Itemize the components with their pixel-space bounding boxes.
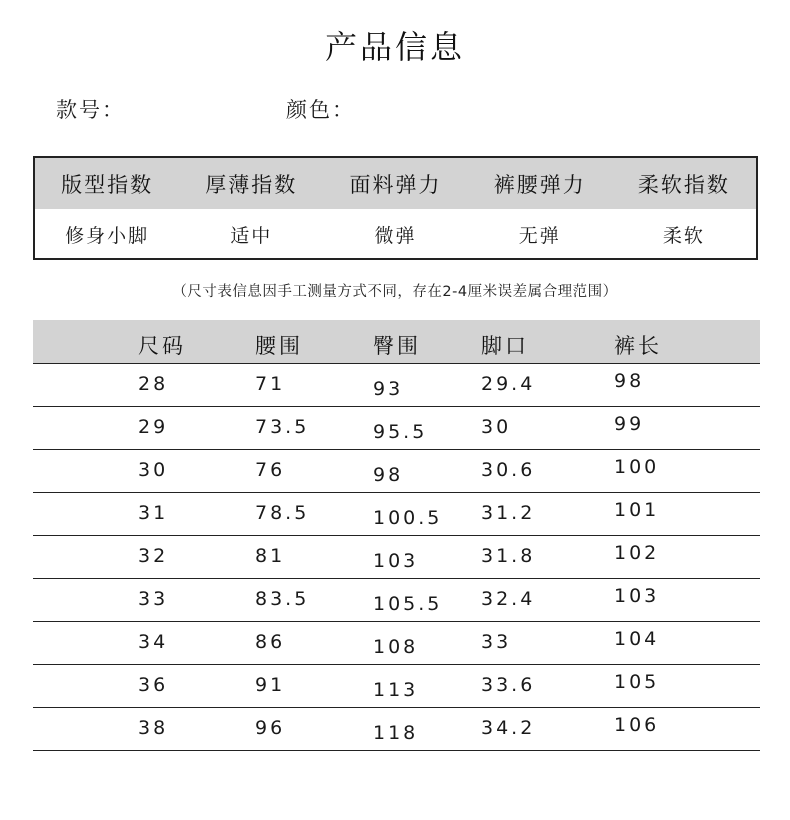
size-header-size: 尺码 bbox=[138, 334, 186, 358]
size-table-body bbox=[33, 363, 760, 751]
table-row bbox=[33, 363, 760, 406]
cell-length: 100 bbox=[614, 456, 660, 478]
measurement-note: （尺寸表信息因手工测量方式不同，存在2-4厘米误差属合理范围） bbox=[172, 284, 618, 300]
size-header-hem: 脚口 bbox=[481, 334, 529, 358]
cell-size: 28 bbox=[138, 373, 169, 395]
cell-length: 106 bbox=[614, 714, 660, 736]
cell-hem: 33.6 bbox=[481, 674, 536, 696]
cell-size: 32 bbox=[138, 545, 169, 567]
table-row bbox=[33, 535, 760, 578]
table-row bbox=[33, 406, 760, 449]
cell-hip: 113 bbox=[373, 679, 419, 701]
cell-waist: 86 bbox=[255, 631, 286, 653]
index-table-header bbox=[35, 158, 756, 209]
cell-size: 38 bbox=[138, 717, 169, 739]
color-label: 颜色： bbox=[286, 98, 355, 122]
size-header-hip: 臀围 bbox=[373, 334, 421, 358]
cell-hem: 30.6 bbox=[481, 459, 536, 481]
cell-waist: 73.5 bbox=[255, 416, 310, 438]
cell-hem: 32.4 bbox=[481, 588, 536, 610]
index-value-softness: 柔软 bbox=[662, 225, 705, 247]
cell-length: 103 bbox=[614, 585, 660, 607]
size-header-length: 裤长 bbox=[614, 334, 662, 358]
index-value-fit: 修身小脚 bbox=[65, 225, 150, 247]
cell-waist: 91 bbox=[255, 674, 286, 696]
cell-waist: 71 bbox=[255, 373, 286, 395]
product-index-table bbox=[33, 156, 758, 260]
size-table-header bbox=[33, 320, 760, 363]
index-table-values bbox=[35, 209, 756, 260]
index-header-thickness: 厚薄指数 bbox=[205, 172, 298, 197]
cell-waist: 81 bbox=[255, 545, 286, 567]
cell-hip: 95.5 bbox=[373, 421, 428, 443]
cell-hip: 103 bbox=[373, 550, 419, 572]
cell-hem: 29.4 bbox=[481, 373, 536, 395]
cell-size: 33 bbox=[138, 588, 169, 610]
cell-size: 30 bbox=[138, 459, 169, 481]
table-row bbox=[33, 492, 760, 535]
cell-hip: 108 bbox=[373, 636, 419, 658]
cell-waist: 83.5 bbox=[255, 588, 310, 610]
cell-hip: 100.5 bbox=[373, 507, 443, 529]
cell-hip: 93 bbox=[373, 378, 404, 400]
style-number-label: 款号： bbox=[56, 98, 125, 122]
table-row bbox=[33, 707, 760, 751]
cell-length: 99 bbox=[614, 413, 645, 435]
page-title: 产品信息 bbox=[324, 28, 465, 66]
index-header-waist-stretch: 裤腰弹力 bbox=[493, 172, 586, 197]
index-value-thickness: 适中 bbox=[230, 225, 273, 247]
cell-hip: 105.5 bbox=[373, 593, 443, 615]
cell-hem: 34.2 bbox=[481, 717, 536, 739]
index-header-softness: 柔软指数 bbox=[637, 172, 730, 197]
cell-hem: 31.2 bbox=[481, 502, 536, 524]
cell-size: 31 bbox=[138, 502, 169, 524]
cell-size: 34 bbox=[138, 631, 169, 653]
table-row bbox=[33, 449, 760, 492]
cell-length: 98 bbox=[614, 370, 645, 392]
cell-hem: 30 bbox=[481, 416, 512, 438]
cell-length: 102 bbox=[614, 542, 660, 564]
cell-hip: 98 bbox=[373, 464, 404, 486]
size-header-waist: 腰围 bbox=[255, 334, 303, 358]
cell-length: 104 bbox=[614, 628, 660, 650]
cell-length: 105 bbox=[614, 671, 660, 693]
cell-waist: 96 bbox=[255, 717, 286, 739]
cell-hip: 118 bbox=[373, 722, 419, 744]
cell-hem: 33 bbox=[481, 631, 512, 653]
table-row bbox=[33, 664, 760, 707]
index-value-fabric-stretch: 微弹 bbox=[374, 225, 417, 247]
table-row bbox=[33, 621, 760, 664]
cell-size: 36 bbox=[138, 674, 169, 696]
table-row bbox=[33, 578, 760, 621]
cell-hem: 31.8 bbox=[481, 545, 536, 567]
cell-size: 29 bbox=[138, 416, 169, 438]
index-header-fabric-stretch: 面料弹力 bbox=[349, 172, 442, 197]
cell-waist: 76 bbox=[255, 459, 286, 481]
index-value-waist-stretch: 无弹 bbox=[518, 225, 561, 247]
cell-length: 101 bbox=[614, 499, 660, 521]
cell-waist: 78.5 bbox=[255, 502, 310, 524]
index-header-fit: 版型指数 bbox=[61, 172, 154, 197]
